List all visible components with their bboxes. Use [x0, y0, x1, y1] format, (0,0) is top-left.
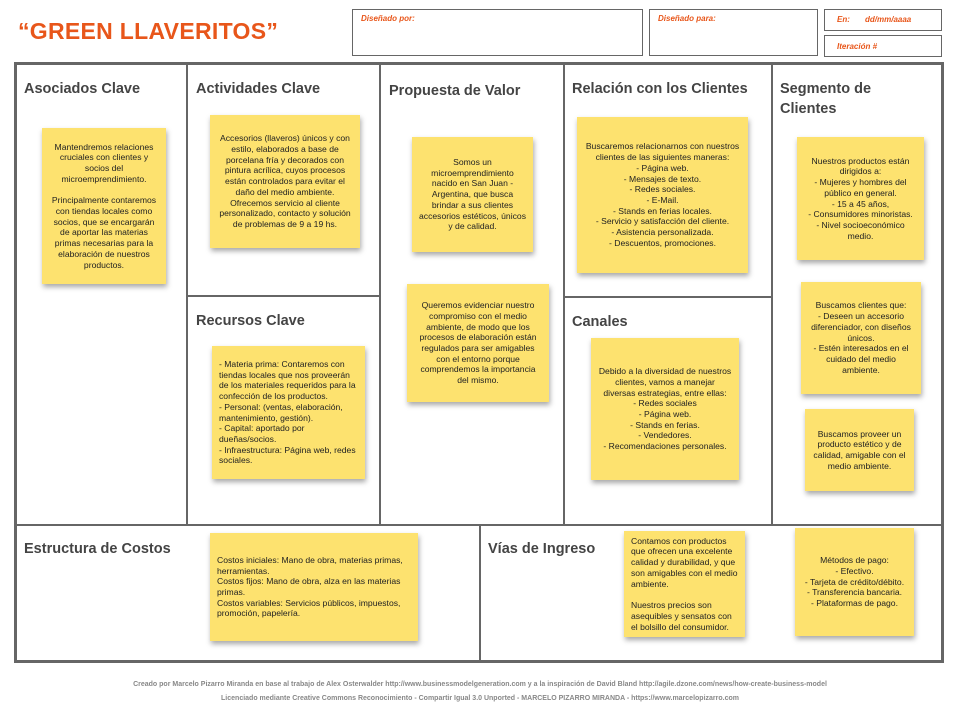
divider: [771, 65, 773, 525]
note-text: Debido a la diversidad de nuestros clientes, vamos a manejar diversas estrategias, entre ellas: - Redes sociales - Página web. - Stands en ferias. - Vendedores. - Recomendaciones personales.: [598, 366, 732, 452]
sticky-note-channels: [591, 338, 739, 480]
section-title-revenue: Vías de Ingreso: [488, 541, 596, 557]
canvas-title: “GREEN LLAVERITOS”: [18, 18, 279, 44]
note-text: Queremos evidenciar nuestro compromiso con el medio ambiente, de modo que los procesos de elaboración están regulados para ser amigables con el entorno porque comprendemos la importancia del mismo.: [419, 300, 537, 386]
note-text: - Materia prima: Contaremos con tiendas locales que nos proveerán de los materiales requeridos para la confección de los productos. - Personal: (ventas, elaboración, mantenimiento, gestión). - Capital: aportado por dueñas/socios. - Infraestructura: Página web, redes sociales.: [219, 358, 356, 466]
section-title-activities: Actividades Clave: [196, 81, 321, 97]
divider: [563, 65, 565, 525]
section-title-relations: Relación con los Clientes: [572, 81, 748, 97]
sticky-note-relations: [577, 117, 748, 273]
sticky-note-revenue-2: [795, 528, 914, 636]
note-text: Buscamos proveer un producto estético y de calidad, amigable con el medio ambiente.: [813, 428, 906, 471]
iteration-box[interactable]: [824, 35, 942, 57]
section-title-channels: Canales: [572, 314, 628, 330]
divider: [563, 296, 772, 298]
sticky-note-revenue-1: [624, 531, 745, 637]
designed-by-label: Diseñado por:: [361, 14, 415, 23]
footer-license: Licenciado mediante Creative Commons Reconocimiento - Compartir Igual 3.0 Unported - MARCELO PIZARRO MIRANDA - https://www.marcelopizarro.com: [221, 695, 739, 702]
note-text: Nuestros productos están dirigidos a: - Mujeres y hombres del público en general. - 15 a 45 años, - Consumidores minoristas. - Nivel socioeconómico medio.: [808, 155, 913, 241]
iteration-label: Iteración #: [837, 42, 878, 51]
note-text: Costos iniciales: Mano de obra, materias primas, herramientas. Costos fijos: Mano de obra, alza en las materias primas. Costos variables: Servicios públicos, impuestos, promoción, papelería.: [217, 554, 403, 619]
date-value: dd/mm/aaaa: [865, 15, 912, 24]
designed-for-box[interactable]: [649, 9, 818, 56]
sticky-note-activities: [210, 115, 360, 248]
sticky-note-segments-3: [805, 409, 914, 491]
sticky-note-resources: [212, 346, 365, 479]
section-title-costs: Estructura de Costos: [24, 541, 171, 557]
sticky-note-partners: [42, 128, 166, 284]
date-box[interactable]: [824, 9, 942, 31]
sticky-note-value-2: [407, 284, 549, 402]
designed-by-box[interactable]: [352, 9, 643, 56]
section-title-partners: Asociados Clave: [24, 81, 141, 97]
sticky-note-segments-1: [797, 137, 924, 260]
note-text: Somos un microemprendimiento nacido en San Juan - Argentina, que busca brindar a sus clientes accesorios estéticos, únicos y de calidad.: [419, 156, 526, 232]
note-text: Buscamos clientes que: - Deseen un accesorio diferenciador, con diseños únicos. - Estén interesados en el cuidado del medio ambiente.: [811, 300, 911, 375]
sticky-note-segments-2: [801, 282, 921, 394]
note-text: Mantendremos relaciones cruciales con clientes y socios del microemprendimiento. Principalmente contaremos con tiendas locales como socios, que se encargarán de aportar las materias primas necesarias para la elaboración de nuestros productos.: [51, 141, 157, 270]
divider: [479, 524, 481, 660]
note-text: Accesorios (llaveros) únicos y con estilo, elaborados a base de porcelana fría y decorados con pintura acrílica, cuyos procesos están controlados para evitar el daño del medio ambiente. Ofrecemos servicio al cliente personalizado, contacto y solución de problemas de 9 a 19 hs.: [219, 133, 351, 230]
section-title-segments: Segmento de Clientes: [780, 81, 872, 117]
designed-for-label: Diseñado para:: [658, 14, 716, 23]
divider: [186, 295, 380, 297]
note-text: Buscaremos relacionarnos con nuestros clientes de las siguientes maneras: - Página web. - Mensajes de texto. - Redes sociales. - E-Mail. - Stands en ferias locales. - Servicio y satisfacción del cliente. - Asistencia personalizada. - Descuentos, promociones.: [585, 141, 740, 248]
section-title-resources: Recursos Clave: [196, 313, 305, 329]
footer-credits: Creado por Marcelo Pizarro Miranda en base al trabajo de Alex Osterwalder http://www.businessmodelgeneration.com y a la inspiración de David Bland http://agile.dzone.com/news/how-create-business-model: [133, 681, 827, 688]
date-label: En:: [837, 15, 850, 24]
section-title-value: Propuesta de Valor: [389, 83, 521, 99]
sticky-note-value-1: [412, 137, 533, 252]
sticky-note-costs: [210, 533, 418, 641]
note-text: Contamos con productos que ofrecen una excelente calidad y durabilidad, y que son amigables con el medio ambiente. Nuestros precios son asequibles y sensatos con el bolsillo del consumidor.: [631, 535, 738, 632]
note-text: Métodos de pago: - Efectivo. - Tarjeta de crédito/débito. - Transferencia bancaria. - Plataformas de pago.: [804, 555, 905, 609]
